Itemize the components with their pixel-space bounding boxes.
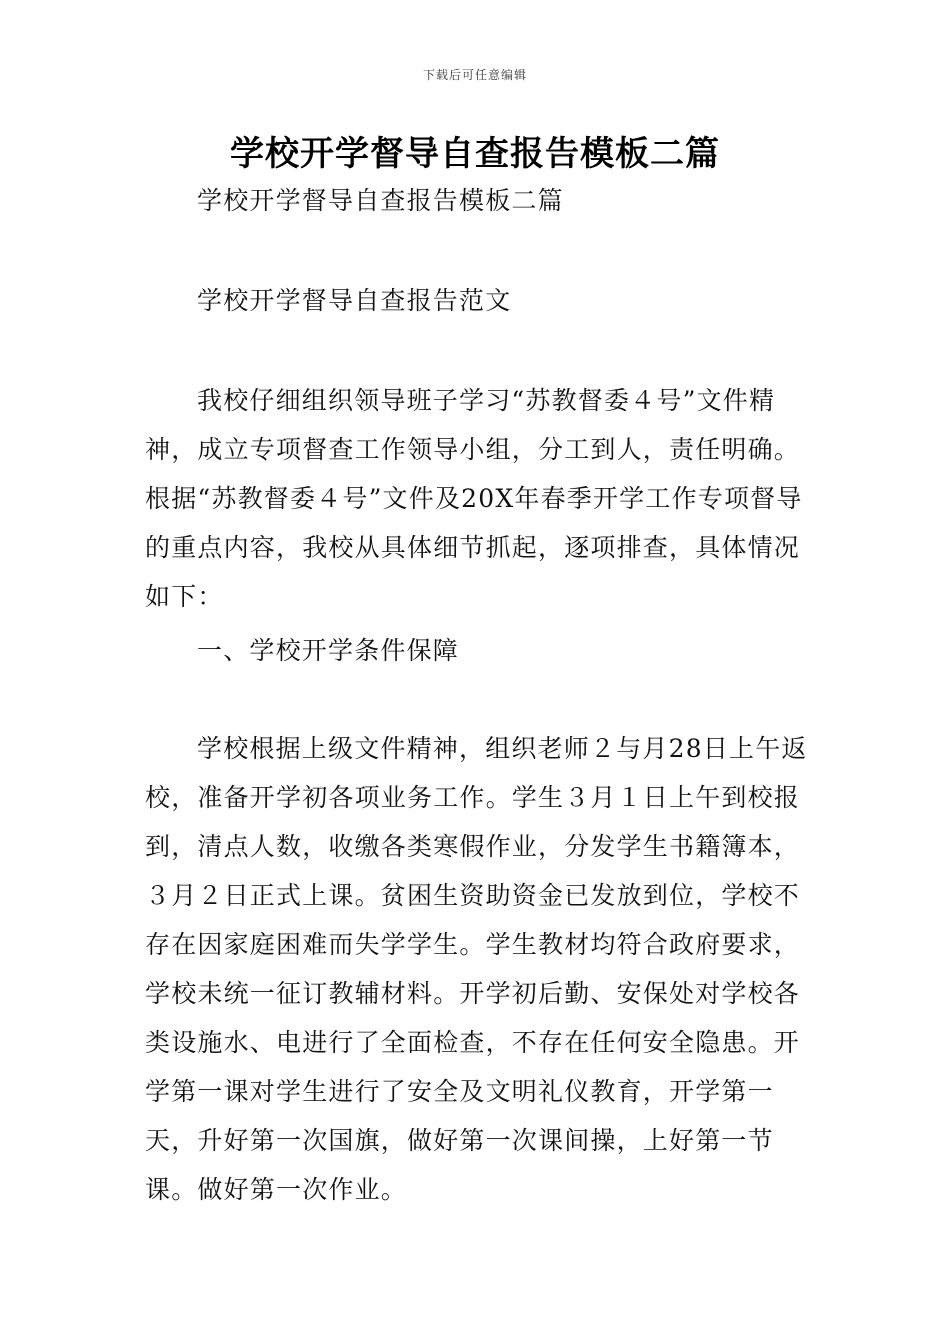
header-note: 下载后可任意编辑 [422,68,527,82]
sample-heading: 学校开学督导自查报告范文 [197,286,512,315]
document-subtitle: 学校开学督导自查报告模板二篇 [197,186,564,215]
paragraph-intro: 我校仔细组织领导班子学习“苏教督委４号”文件精神，成立专项督查工作领导小组，分工到人，责任明确。根据“苏教督委４号”文件及20X年春季开学工作专项督导的重点内容，我校从具体细节抓起，逐项排查，具体情况如下： [145,386,803,611]
document-title: 学校开学督导自查报告模板二篇 [230,134,720,174]
paragraph-section-1: 学校根据上级文件精神，组织老师２与月28日上午返校，准备开学初各项业务工作。学生３月１日上午到校报到，清点人数，收缴各类寒假作业，分发学生书籍簿本，３月２日正式上课。贫困生资助资金已发放到位，学校不存在因家庭困难而失学学生。学生教材均符合政府要求，学校未统一征订教辅材料。开学初后勤、安保处对学校各类设施水、电进行了全面检查，不存在任何安全隐患。开学第一课对学生进行了安全及文明礼仪教育，开学第一天，升好第一次国旗，做好第一次课间操，上好第一节课。做好第一次作业。 [145,734,808,1204]
section-heading-1: 一、学校开学条件保障 [197,636,460,665]
